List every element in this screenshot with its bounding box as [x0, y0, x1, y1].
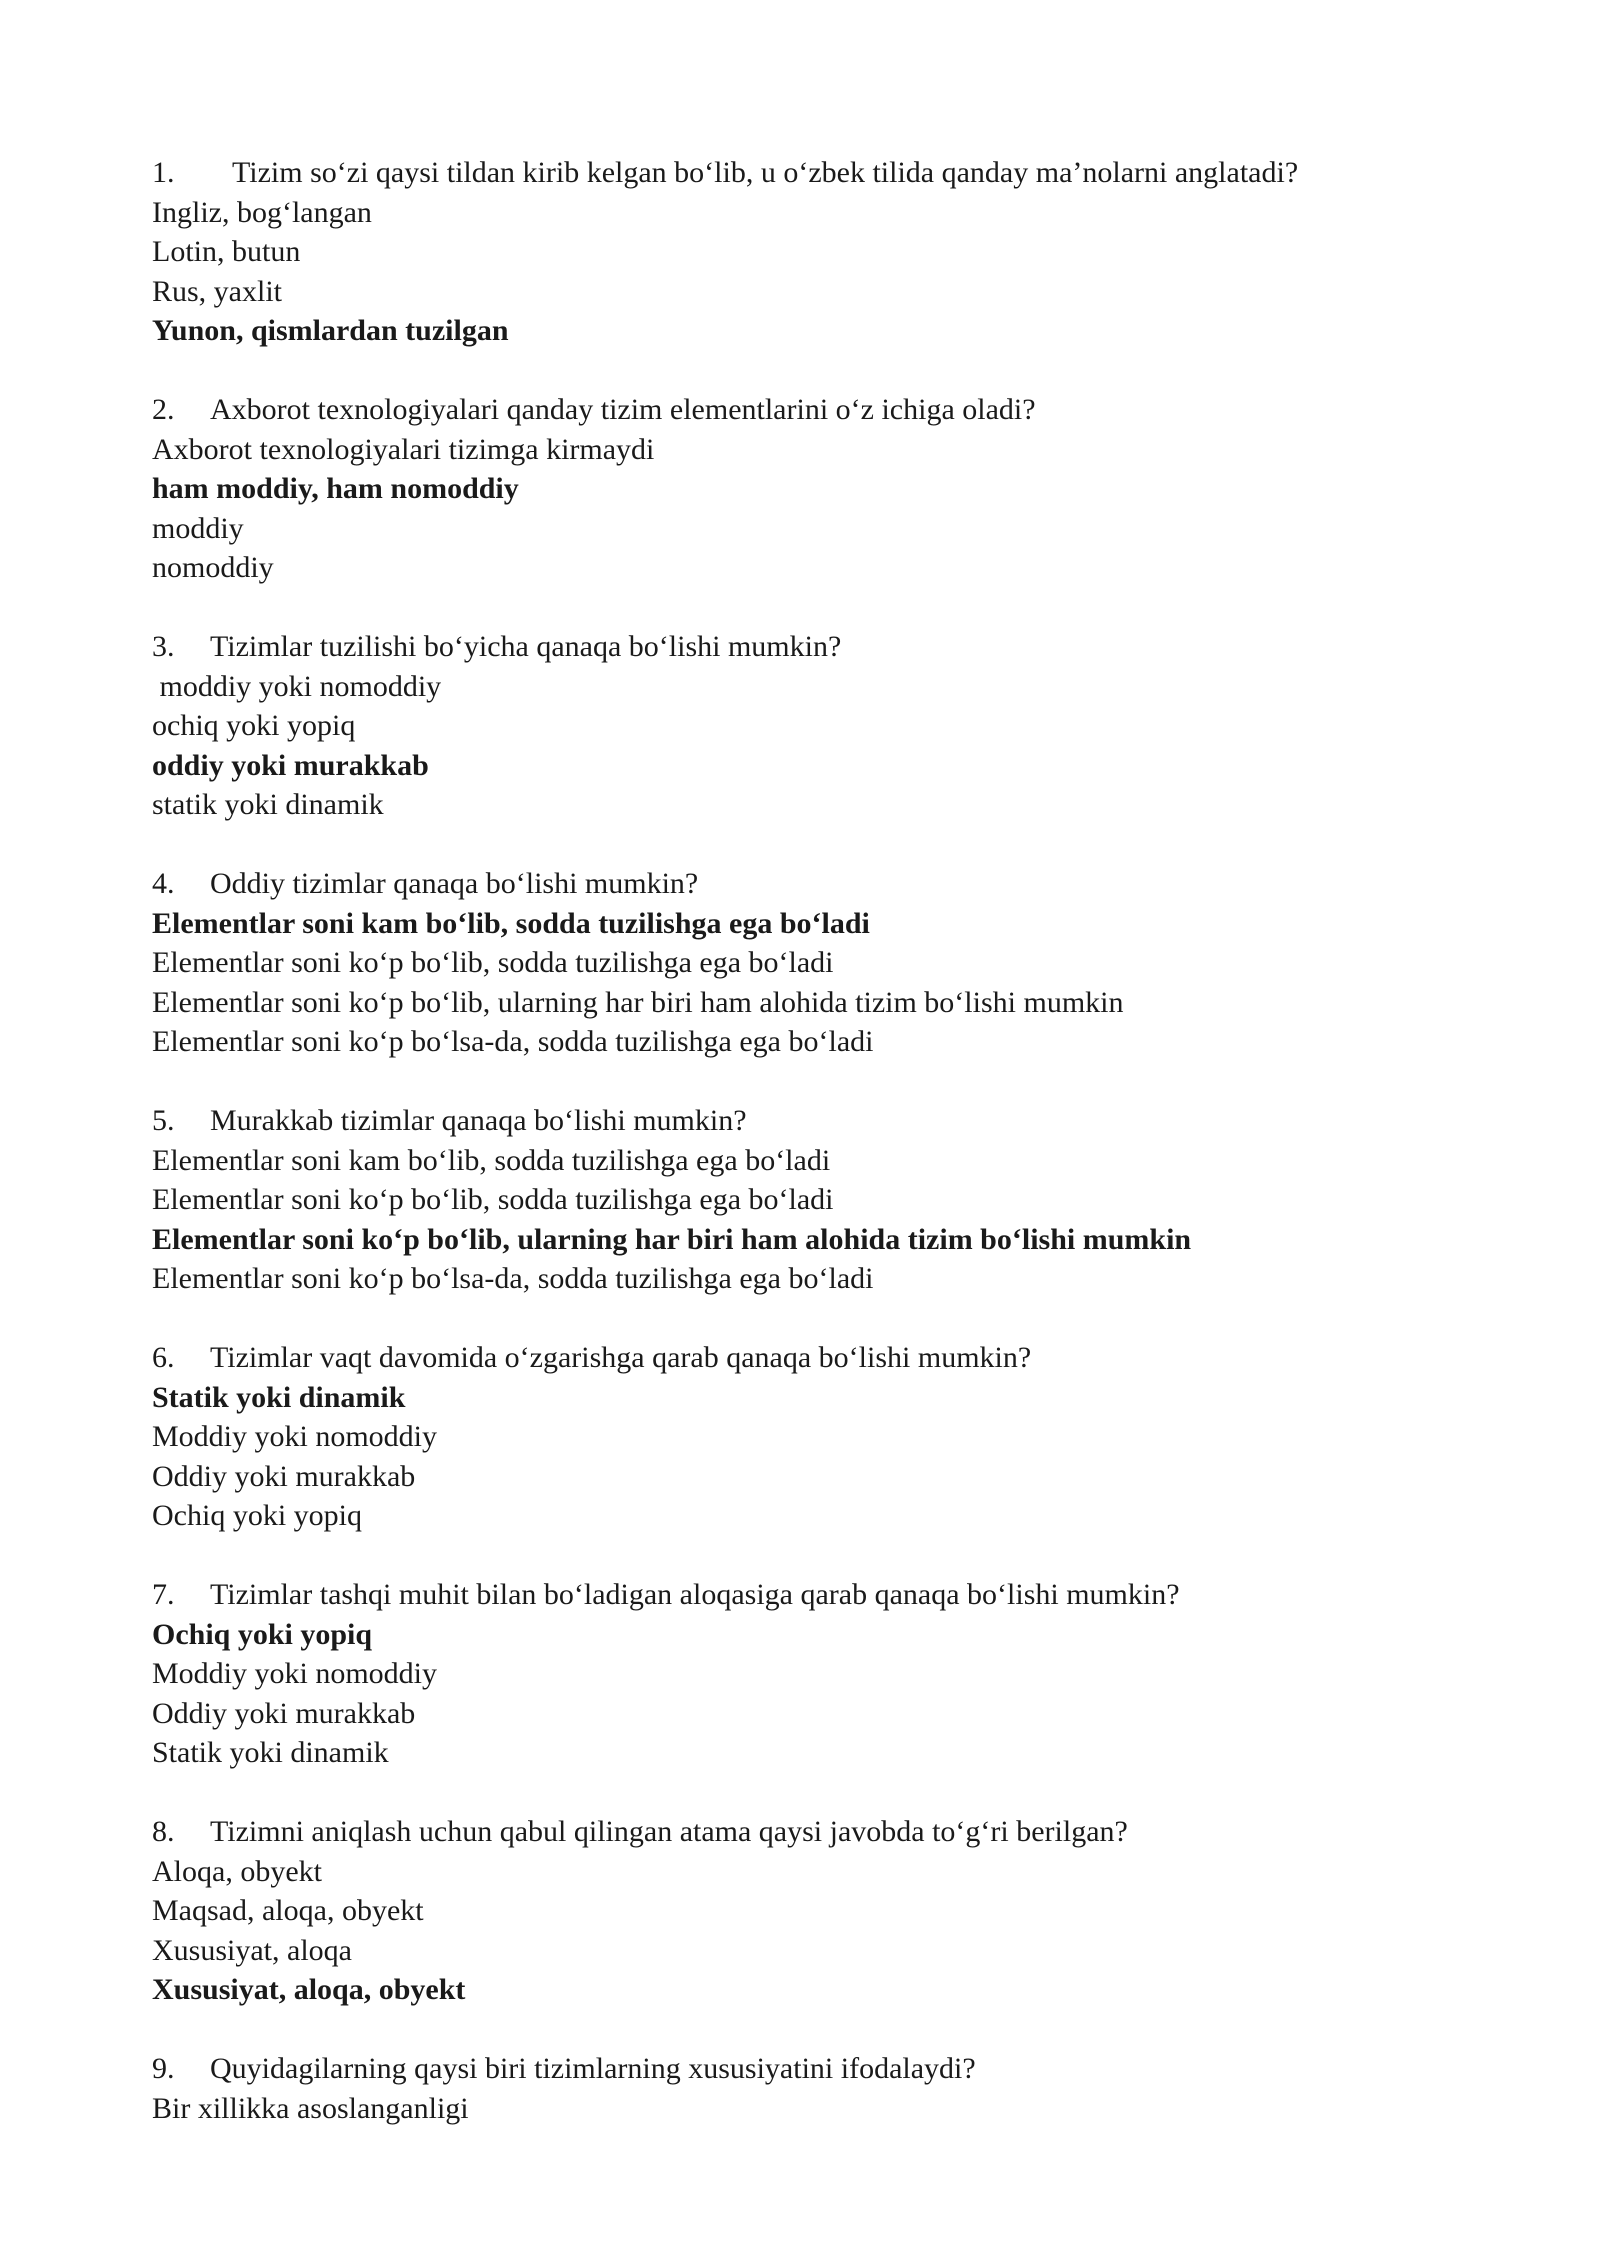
- question-number: 4.: [152, 867, 175, 900]
- question-block: [152, 153, 1452, 351]
- question-number: 5.: [152, 1104, 175, 1137]
- correct-answer-option: Ochiq yoki yopiq: [152, 1617, 373, 1651]
- correct-answer-option: Elementlar soni kam bo‘lib, sodda tuzilishga ega bo‘ladi: [152, 906, 870, 940]
- question-number: 9.: [152, 2052, 175, 2085]
- question-block: [152, 1338, 1452, 1536]
- question-line: [152, 390, 1452, 430]
- answer-option: Ingliz, bog‘langan: [152, 195, 372, 229]
- answer-option: Elementlar soni kam bo‘lib, sodda tuzilishga ega bo‘ladi: [152, 1143, 831, 1177]
- answer-option: Oddiy yoki murakkab: [152, 1696, 416, 1730]
- question-text: Oddiy tizimlar qanaqa bo‘lishi mumkin?: [210, 867, 699, 900]
- question-block: [152, 1812, 1452, 2010]
- question-text: Tizim so‘zi qaysi tildan kirib kelgan bo‘lib, u o‘zbek tilida qanday ma’nolarni anglatadi?: [232, 156, 1299, 189]
- correct-answer-option: Yunon, qismlardan tuzilgan: [152, 314, 509, 347]
- question-block: [152, 627, 1452, 825]
- question-number: 7.: [152, 1578, 175, 1611]
- answer-option: Aloqa, obyekt: [152, 1854, 322, 1888]
- correct-answer-option: Statik yoki dinamik: [152, 1380, 406, 1414]
- question-number: 2.: [152, 393, 175, 426]
- question-number: 8.: [152, 1815, 175, 1848]
- answer-option: statik yoki dinamik: [152, 788, 384, 821]
- answer-option: Moddiy yoki nomoddiy: [152, 1657, 438, 1690]
- question-line: [152, 864, 1452, 904]
- correct-answer-option: ham moddiy, ham nomoddiy: [152, 472, 519, 505]
- answer-option: Elementlar soni ko‘p bo‘lsa-da, sodda tuzilishga ega bo‘ladi: [152, 1025, 874, 1058]
- question-text: Quyidagilarning qaysi biri tizimlarning xususiyatini ifodalaydi?: [210, 2052, 976, 2085]
- question-line: [152, 1812, 1452, 1852]
- question-block: [152, 864, 1452, 1062]
- answer-option: Bir xillikka asoslanganligi: [152, 2091, 469, 2125]
- answer-option: Elementlar soni ko‘p bo‘lib, sodda tuzilishga ega bo‘ladi: [152, 1183, 834, 1216]
- answer-option: Oddiy yoki murakkab: [152, 1459, 416, 1493]
- answer-option: Lotin, butun: [152, 235, 301, 268]
- correct-answer-option: Xususiyat, aloqa, obyekt: [152, 1973, 466, 2006]
- answer-option: Elementlar soni ko‘p bo‘lib, sodda tuzilishga ega bo‘ladi: [152, 946, 834, 979]
- question-line: [152, 627, 1452, 667]
- answer-option: Elementlar soni ko‘p bo‘lib, ularning har biri ham alohida tizim bo‘lishi mumkin: [152, 985, 1124, 1019]
- question-text: Tizimlar tuzilishi bo‘yicha qanaqa bo‘lishi mumkin?: [210, 630, 842, 663]
- answer-option: Rus, yaxlit: [152, 274, 283, 308]
- question-number: 3.: [152, 630, 175, 663]
- answer-option: nomoddiy: [152, 551, 274, 584]
- question-text: Tizimlar vaqt davomida o‘zgarishga qarab qanaqa bo‘lishi mumkin?: [210, 1341, 1032, 1374]
- question-block: [152, 1575, 1452, 1773]
- question-line: [152, 1101, 1452, 1141]
- question-block: [152, 390, 1452, 588]
- answer-option: moddiy: [152, 511, 244, 545]
- answer-option: Axborot texnologiyalari tizimga kirmaydi: [152, 432, 655, 466]
- answer-option: Moddiy yoki nomoddiy: [152, 1420, 438, 1453]
- answer-option: Maqsad, aloqa, obyekt: [152, 1894, 424, 1927]
- question-text: Tizimni aniqlash uchun qabul qilingan atama qaysi javobda to‘g‘ri berilgan?: [210, 1815, 1128, 1848]
- answer-option: Statik yoki dinamik: [152, 1736, 389, 1769]
- answer-option: moddiy yoki nomoddiy: [152, 669, 442, 703]
- correct-answer-option: Elementlar soni ko‘p bo‘lib, ularning har biri ham alohida tizim bo‘lishi mumkin: [152, 1222, 1192, 1256]
- question-line: [152, 153, 1452, 193]
- answer-option: Elementlar soni ko‘p bo‘lsa-da, sodda tuzilishga ega bo‘ladi: [152, 1262, 874, 1295]
- question-block: [152, 1101, 1452, 1299]
- question-block: [152, 2049, 1452, 2128]
- question-line: [152, 1338, 1452, 1378]
- question-text: Axborot texnologiyalari qanday tizim elementlarini o‘z ichiga oladi?: [210, 393, 1036, 426]
- question-text: Murakkab tizimlar qanaqa bo‘lishi mumkin?: [210, 1104, 747, 1137]
- question-number: 1.: [152, 156, 175, 189]
- correct-answer-option: oddiy yoki murakkab: [152, 748, 429, 782]
- question-text: Tizimlar tashqi muhit bilan bo‘ladigan aloqasiga qarab qanaqa bo‘lishi mumkin?: [210, 1578, 1180, 1611]
- question-line: [152, 2049, 1452, 2089]
- question-number: 6.: [152, 1341, 175, 1374]
- answer-option: ochiq yoki yopiq: [152, 709, 356, 742]
- answer-option: Xususiyat, aloqa: [152, 1933, 352, 1967]
- answer-option: Ochiq yoki yopiq: [152, 1499, 362, 1532]
- question-line: [152, 1575, 1452, 1615]
